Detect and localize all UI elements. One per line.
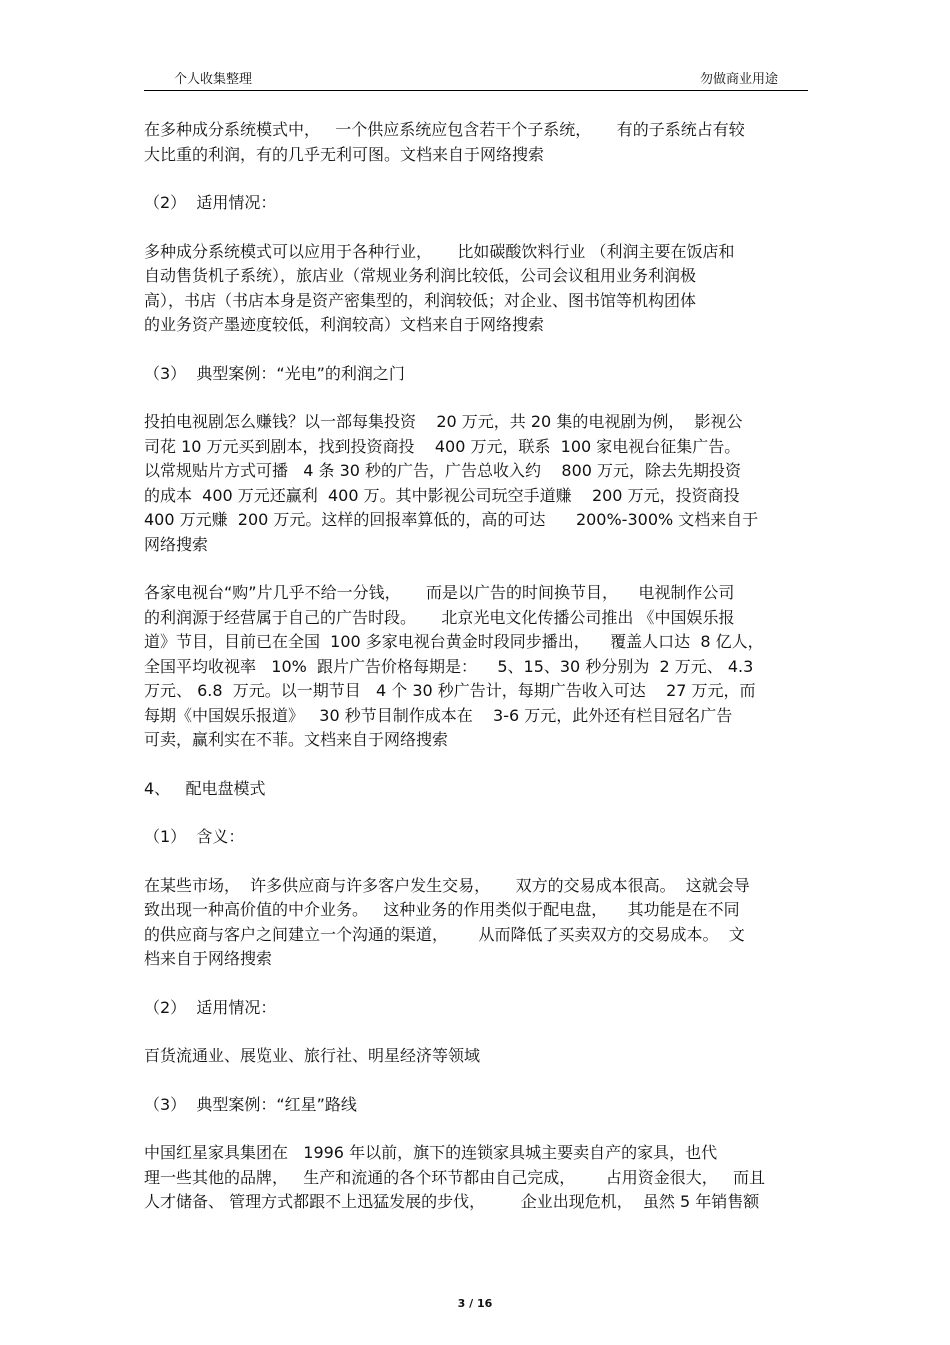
text-line: 以常规贴片方式可播 4 条 30 秒的广告，广告总收入约 800 万元，除去先期投资 [144,461,742,480]
text-line: 多种成分系统模式可以应用于各种行业， 比如碳酸饮料行业 （利润主要在饭店和 [144,241,735,261]
text-line: （2） 适用情况： [144,997,277,1017]
paragraph [144,1141,808,1215]
paragraph [144,874,808,972]
text-line: 百货流通业、展览业、旅行社、明星经济等领域 [144,1046,481,1065]
text-line: 的利润源于经营属于自己的广告时段。 北京光电文化传播公司推出 《中国娱乐报 [144,607,735,627]
paragraph [144,191,808,216]
text-line: 司花 10 万元买到剧本，找到投资商投 400 万元，联系 100 家电视台征集广告。 [144,436,741,456]
paragraph [144,996,808,1021]
paragraph [144,581,808,753]
text-line: 的成本 400 万元还赢利 400 万。其中影视公司玩空手道赚 200 万元，投资商投 [144,485,740,505]
text-line: 400 万元赚 200 万元。这样的回报率算低的，高的可达 200%-300% 文档来自于 [144,510,759,529]
text-line: 各家电视台“购”片几乎不给一分钱， 而是以广告的时间换节目， 电视制作公司 [144,583,735,602]
text-line: 全国平均收视率 10% 跟片广告价格每期是： 5、15、30 秒分别为 2 万元、 4.3 [144,656,754,676]
text-line: 自动售货机子系统），旅店业（常规业务利润比较低，公司会议租用业务利润极 [144,266,697,285]
text-line: 中国红星家具集团在 1996 年以前，旗下的连锁家具城主要卖自产的家具，也代 [144,1143,718,1162]
header-right-text: 勿做商业用途 [699,72,778,87]
text-line: 道》节目，目前已在全国 100 多家电视台黄金时段同步播出， 覆盖人口达 8 亿人， [144,632,764,651]
text-line: 4、 配电盘模式 [144,778,266,798]
page-header [144,66,808,91]
text-line: （2） 适用情况： [144,193,277,212]
text-line: 每期《中国娱乐报道》 30 秒节目制作成本在 3-6 万元，此外还有栏目冠名广告 [144,705,733,725]
text-line: （3） 典型案例：“红星”路线 [144,1094,357,1114]
paragraph [144,240,808,338]
text-line: 致出现一种高价值的中介业务。 这种业务的作用类似于配电盘， 其功能是在不同 [144,900,740,919]
text-line: 的供应商与客户之间建立一个沟通的渠道， 从而降低了买卖双方的交易成本。 文 [144,924,745,944]
text-line: （3） 典型案例：“光电”的利润之门 [144,363,405,383]
text-line: （1） 含义： [144,827,245,846]
paragraph [144,362,808,387]
text-line: 高），书店（书店本身是资产密集型的，利润较低；对企业、图书馆等机构团体 [144,290,697,310]
text-line: 的业务资产墨迹度较低，利润较高）文档来自于网络搜索 [144,315,545,334]
text-line: 档来自于网络搜索 [144,949,273,968]
text-line: 人才储备、 管理方式都跟不上迅猛发展的步伐， 企业出现危机， 虽然 5 年销售额 [144,1192,760,1211]
text-line: 万元、 6.8 万元。以一期节目 4 个 30 秒广告计，每期广告收入可达 27 万元，而 [144,681,756,700]
page-number: 3 / 16 [457,1297,493,1310]
paragraph [144,118,808,167]
paragraph [144,777,808,802]
paragraph [144,1093,808,1118]
text-line: 在某些市场， 许多供应商与许多客户发生交易， 双方的交易成本很高。 这就会导 [144,875,750,895]
header-left-text: 个人收集整理 [174,72,253,87]
paragraph [144,825,808,850]
text-line: 在多种成分系统模式中， 一个供应系统应包含若干个子系统， 有的子系统占有较 [144,120,745,139]
text-line: 投拍电视剧怎么赚钱？以一部每集投资 20 万元，共 20 集的电视剧为例， 影视公 [144,412,743,431]
paragraph [144,410,808,557]
text-line: 网络搜索 [144,534,209,554]
text-line: 理一些其他的品牌， 生产和流通的各个环节都由自己完成， 占用资金很大， 而且 [144,1167,766,1187]
document-body [144,118,808,1239]
text-line: 大比重的利润，有的几乎无利可图。文档来自于网络搜索 [144,144,545,164]
text-line: 可卖，赢利实在不菲。文档来自于网络搜索 [144,730,449,749]
paragraph [144,1044,808,1069]
